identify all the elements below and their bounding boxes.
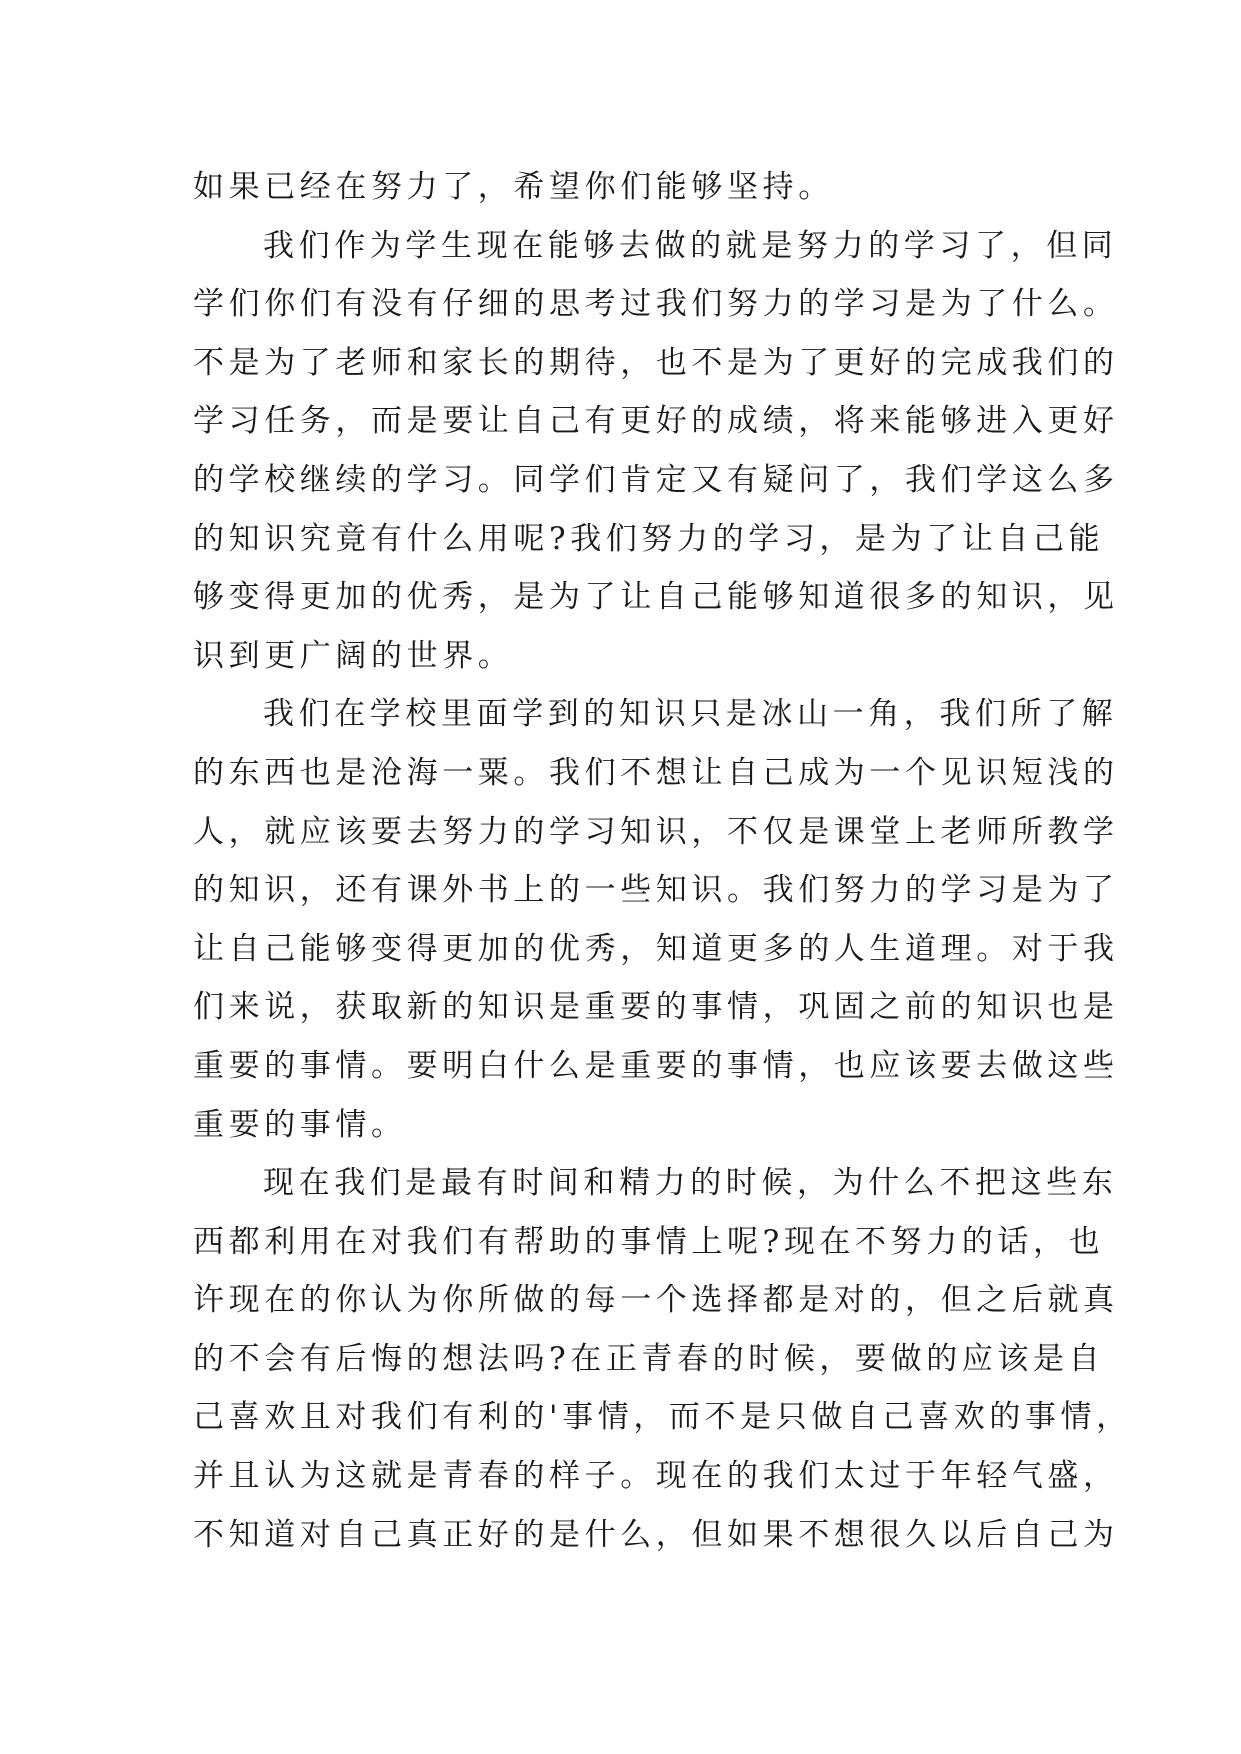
- text-line: 让自己能够变得更加的优秀，知道更多的人生道理。对于我: [193, 930, 1119, 967]
- text-line: 够变得更加的优秀，是为了让自己能够知道很多的知识，见: [193, 579, 1119, 616]
- text-line: 人，就应该要去努力的学习知识，不仅是课堂上老师所教学: [193, 813, 1119, 850]
- text-line: 重要的事情。要明白什么是重要的事情，也应该要去做这些: [193, 1047, 1119, 1084]
- text-line: 学习任务，而是要让自己有更好的成绩，将来能够进入更好: [193, 403, 1119, 440]
- text-line: 现在我们是最有时间和精力的时候，为什么不把这些东: [263, 1165, 1118, 1202]
- text-line: 重要的事情。: [193, 1106, 407, 1143]
- text-line: 们来说，获取新的知识是重要的事情，巩固之前的知识也是: [193, 989, 1119, 1026]
- text-line: 不知道对自己真正好的是什么，但如果不想很久以后自己为: [193, 1516, 1119, 1553]
- body-text: [193, 158, 1132, 1564]
- text-line: 不是为了老师和家长的期待，也不是为了更好的完成我们的: [193, 344, 1119, 381]
- text-line: 的东西也是沧海一粟。我们不想让自己成为一个见识短浅的: [193, 754, 1119, 791]
- text-line: 识到更广阔的世界。: [193, 637, 514, 674]
- text-line: 的知识究竟有什么用呢?我们努力的学习，是为了让自己能: [193, 520, 1105, 557]
- text-line: 己喜欢且对我们有利的'事情，而不是只做自己喜欢的事情，: [193, 1399, 1132, 1436]
- text-line: 我们在学校里面学到的知识只是冰山一角，我们所了解: [263, 696, 1118, 733]
- text-line: 西都利用在对我们有帮助的事情上呢?现在不努力的话，也: [193, 1223, 1105, 1260]
- text-line: 我们作为学生现在能够去做的就是努力的学习了，但同: [263, 227, 1118, 264]
- text-line: 并且认为这就是青春的样子。现在的我们太过于年轻气盛，: [193, 1458, 1119, 1495]
- text-line: 许现在的你认为你所做的每一个选择都是对的，但之后就真: [193, 1282, 1119, 1319]
- text-line: 的知识，还有课外书上的一些知识。我们努力的学习是为了: [193, 872, 1119, 909]
- text-line: 的不会有后悔的想法吗?在正青春的时候，要做的应该是自: [193, 1340, 1105, 1377]
- text-line: 的学校继续的学习。同学们肯定又有疑问了，我们学这么多: [193, 461, 1119, 498]
- text-line: 如果已经在努力了，希望你们能够坚持。: [193, 169, 834, 205]
- text-line: 学们你们有没有仔细的思考过我们努力的学习是为了什么。: [193, 286, 1119, 323]
